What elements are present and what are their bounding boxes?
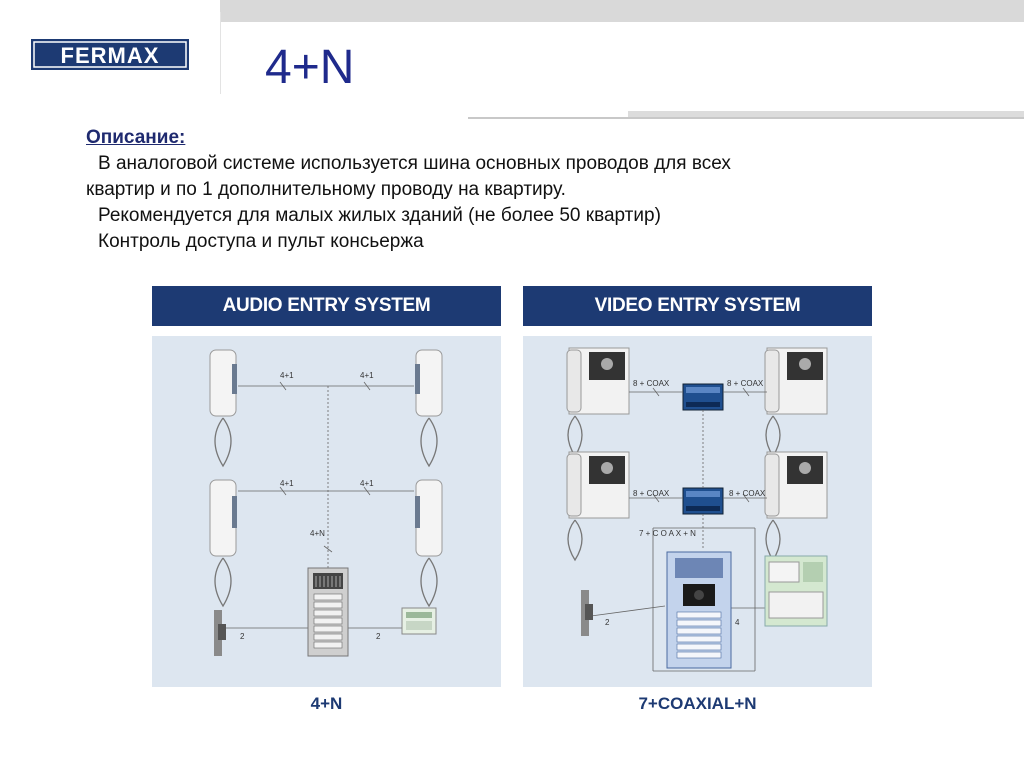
- description-heading: Описание:: [86, 127, 186, 148]
- video-panel-caption: 7+COAXIAL+N: [638, 694, 757, 713]
- audio-panel-caption: 4+N: [310, 694, 343, 713]
- video-entrance-panel-icon: [667, 552, 731, 668]
- wire-label: 4+N: [310, 529, 325, 538]
- video-diagram: [523, 336, 872, 687]
- wire-label: 8 + COAX: [727, 379, 764, 388]
- svg-text:FERMAX: FERMAX: [60, 43, 160, 68]
- concierge-unit-icon: [402, 608, 436, 634]
- wire-label: 4+1: [360, 479, 374, 488]
- entrance-panel-icon: [308, 568, 348, 656]
- video-panel-header: VIDEO ENTRY SYSTEM: [523, 286, 872, 326]
- door-lock-icon: [214, 610, 226, 656]
- video-monitor-icon: [765, 452, 827, 560]
- concierge-unit-icon: [765, 556, 827, 626]
- wire-label: 2: [605, 618, 610, 627]
- description-line: квартир и по 1 дополнительному проводу на квартиру.: [86, 179, 566, 200]
- wire-label: 2: [376, 632, 381, 641]
- description-line: В аналоговой системе используется шина основных проводов для всех: [98, 153, 731, 174]
- wire-label: 8 + COAX: [633, 489, 670, 498]
- fermax-logo: [31, 39, 189, 70]
- wire-label: 4+1: [280, 479, 294, 488]
- header-divider: [220, 12, 221, 94]
- audio-panel-header: AUDIO ENTRY SYSTEM: [152, 286, 501, 326]
- description-line: Контроль доступа и пульт консьержа: [98, 231, 424, 252]
- header-rule-lower: [468, 117, 1024, 119]
- wire-label: 4: [735, 618, 740, 627]
- wire-label: 4+1: [360, 371, 374, 380]
- wire-label: 8 + COAX: [633, 379, 670, 388]
- wire-label: 8 + COAX: [729, 489, 766, 498]
- page-title: 4+N: [265, 41, 355, 94]
- handset-icon: [415, 350, 442, 466]
- video-monitor-icon: [567, 452, 629, 560]
- wire-label: 7 + C O A X + N: [639, 529, 696, 538]
- wire-label: 4+1: [280, 371, 294, 380]
- handset-icon: [210, 480, 237, 606]
- video-distributor-icon: [683, 384, 723, 410]
- handset-icon: [415, 480, 442, 606]
- video-monitor-icon: [567, 348, 629, 456]
- door-lock-icon: [581, 590, 593, 636]
- video-distributor-icon: [683, 488, 723, 514]
- description-line: Рекомендуется для малых жилых зданий (не более 50 квартир): [98, 205, 661, 226]
- wire-label: 2: [240, 632, 245, 641]
- header-bar: [220, 0, 1024, 22]
- description-block: [86, 125, 886, 255]
- handset-icon: [210, 350, 237, 466]
- video-monitor-icon: [765, 348, 827, 456]
- audio-diagram: [152, 336, 501, 687]
